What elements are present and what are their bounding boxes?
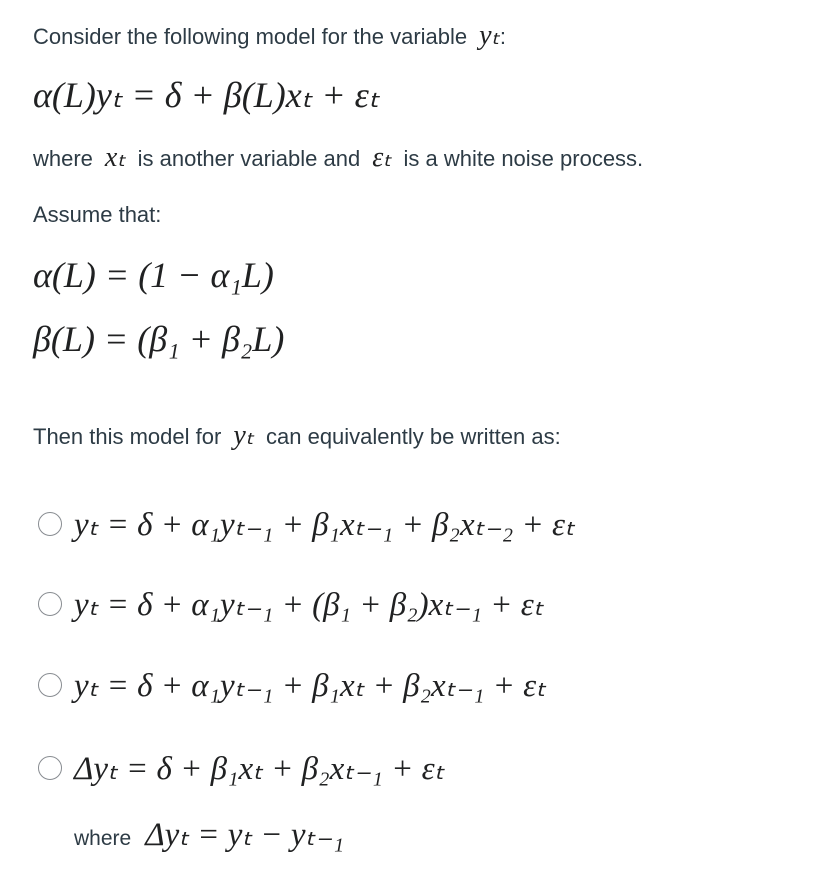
- then-suffix: can equivalently be written as:: [266, 424, 561, 449]
- where-var-x: xₜ: [104, 142, 126, 173]
- option-3-radio[interactable]: [38, 673, 62, 697]
- where-mid: is another variable and: [137, 146, 361, 171]
- intro-variable: yₜ: [479, 20, 500, 51]
- where-suffix: is a white noise process.: [403, 146, 644, 171]
- where-prefix: where: [33, 146, 93, 171]
- then-prefix: Then this model for: [33, 424, 222, 449]
- option-3-equation[interactable]: yₜ = δ + α₁yₜ₋₁ + β₁xₜ + β₂xₜ₋₁ + εₜ: [74, 668, 546, 704]
- option-4-note: [74, 814, 344, 854]
- assume-text: Assume that:: [33, 202, 162, 227]
- option-1-radio[interactable]: [38, 512, 62, 536]
- option-4-equation[interactable]: Δyₜ = δ + β₁xₜ + β₂xₜ₋₁ + εₜ: [74, 751, 445, 787]
- alpha-definition: α(L) = (1 − α₁L): [33, 255, 274, 295]
- option-4-note-equation: Δyₜ = yₜ − yₜ₋₁: [145, 817, 345, 853]
- where-line: [33, 140, 643, 174]
- beta-definition: β(L) = (β₁ + β₂L): [33, 319, 285, 359]
- intro-text: Consider the following model for the variable: [33, 24, 468, 49]
- option-4-radio[interactable]: [38, 756, 62, 780]
- option-2-radio[interactable]: [38, 592, 62, 616]
- option-1-equation[interactable]: yₜ = δ + α₁yₜ₋₁ + β₁xₜ₋₁ + β₂xₜ₋₂ + εₜ: [74, 507, 575, 543]
- model-equation: α(L)yₜ = δ + β(L)xₜ + εₜ: [33, 75, 380, 115]
- intro-colon: :: [499, 24, 506, 49]
- where-var-eps: εₜ: [372, 142, 392, 173]
- question-intro: [33, 18, 506, 52]
- then-line: [33, 418, 561, 452]
- option-4-note-prefix: where: [74, 827, 132, 850]
- option-2-equation[interactable]: yₜ = δ + α₁yₜ₋₁ + (β₁ + β₂)xₜ₋₁ + εₜ: [74, 587, 544, 623]
- then-variable: yₜ: [233, 420, 254, 451]
